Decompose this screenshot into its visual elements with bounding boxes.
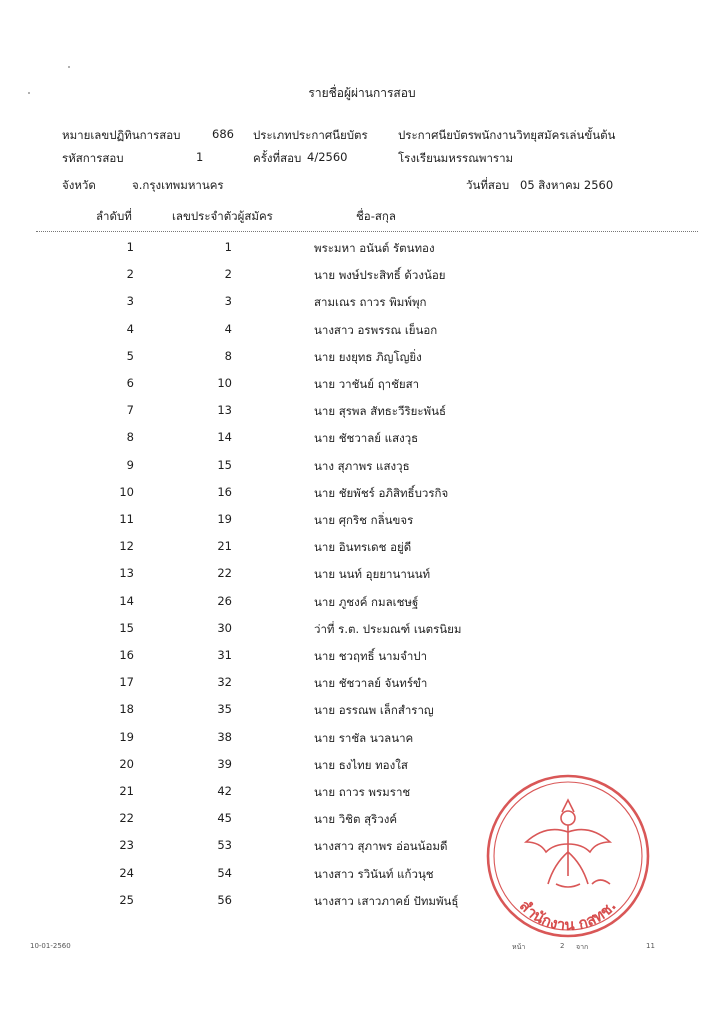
certificate-type-value: ประกาศนียบัตรพนักงานวิทยุสมัครเล่นขั้นต้น bbox=[398, 128, 616, 142]
row-name: นาย ภูชงค์ กมลเชษฐ์ bbox=[314, 594, 419, 609]
row-applicant-number: 26 bbox=[217, 593, 232, 608]
row-order: 7 bbox=[126, 403, 134, 418]
row-applicant-number: 21 bbox=[217, 539, 232, 554]
exam-round-label: ครั้งที่สอบ bbox=[253, 151, 302, 165]
table-row bbox=[0, 240, 724, 267]
row-name: นาย ศุกริช กลิ่นขจร bbox=[314, 513, 414, 527]
row-applicant-number: 14 bbox=[217, 430, 232, 445]
row-applicant-number: 22 bbox=[217, 566, 232, 581]
row-order: 22 bbox=[119, 811, 134, 826]
province-label: จังหวัด bbox=[62, 178, 96, 192]
document-title: รายชื่อผู้ผ่านการสอบ bbox=[308, 86, 416, 100]
row-applicant-number: 45 bbox=[217, 811, 232, 826]
row-order: 1 bbox=[126, 240, 134, 254]
row-applicant-number: 30 bbox=[217, 620, 232, 635]
row-name: นาย พงษ์ประสิทธิ์ ด้วงน้อย bbox=[314, 268, 446, 283]
header-divider bbox=[36, 231, 698, 232]
table-row bbox=[0, 485, 724, 512]
row-order: 3 bbox=[126, 294, 134, 309]
column-header-applicant-number: เลขประจำตัวผู้สมัคร bbox=[172, 209, 273, 223]
row-applicant-number: 10 bbox=[217, 376, 232, 390]
table-row bbox=[0, 430, 724, 457]
row-applicant-number: 4 bbox=[224, 321, 232, 336]
table-row bbox=[0, 702, 724, 729]
row-name: นาย ชวฤทธิ์ นามจำปา bbox=[314, 649, 428, 663]
exam-round-value: 4/2560 bbox=[307, 150, 348, 164]
exam-code-label: รหัสการสอบ bbox=[62, 151, 124, 165]
row-applicant-number: 54 bbox=[217, 865, 232, 880]
row-name: นาย ธงไทย ทองใส bbox=[314, 757, 408, 772]
row-name: นาย ชัชวาลย์ จันทร์ขำ bbox=[314, 676, 428, 691]
row-name: ว่าที่ ร.ต. ประมณฑ์ เนตรนิยม bbox=[314, 621, 462, 636]
row-applicant-number: 2 bbox=[224, 267, 232, 282]
table-row bbox=[0, 267, 724, 294]
row-applicant-number: 56 bbox=[217, 892, 232, 907]
province-value: จ.กรุงเทพมหานคร bbox=[132, 178, 224, 192]
row-applicant-number: 31 bbox=[217, 648, 232, 662]
row-order: 13 bbox=[119, 566, 134, 581]
row-name: สามเณร ถาวร พิมพ์พุก bbox=[314, 295, 427, 310]
garuda-emblem-icon bbox=[526, 800, 610, 887]
row-name: นางสาว สุภาพร อ่อนน้อมดี bbox=[314, 839, 448, 854]
table-row bbox=[0, 621, 724, 648]
official-stamp bbox=[484, 772, 652, 940]
row-applicant-number: 19 bbox=[217, 512, 232, 526]
print-date: 10-01-2560 bbox=[30, 942, 71, 950]
row-order: 5 bbox=[126, 348, 134, 363]
exam-date-label: วันที่สอบ bbox=[466, 178, 510, 192]
table-row bbox=[0, 376, 724, 403]
column-header-name: ชื่อ-สกุล bbox=[356, 209, 396, 223]
table-row bbox=[0, 458, 724, 485]
row-order: 24 bbox=[119, 865, 134, 880]
row-applicant-number: 16 bbox=[217, 484, 232, 499]
row-applicant-number: 35 bbox=[217, 702, 232, 717]
row-order: 10 bbox=[119, 484, 134, 499]
row-order: 16 bbox=[119, 648, 134, 662]
exam-number-label: หมายเลขปฏิทินการสอบ bbox=[62, 128, 181, 142]
table-row bbox=[0, 322, 724, 349]
row-applicant-number: 38 bbox=[217, 729, 232, 744]
table-row bbox=[0, 675, 724, 702]
row-applicant-number: 13 bbox=[217, 403, 232, 418]
row-order: 15 bbox=[119, 620, 134, 635]
row-order: 12 bbox=[119, 539, 134, 554]
row-order: 18 bbox=[119, 702, 134, 717]
row-order: 21 bbox=[119, 784, 134, 798]
row-name: นาย อรรณพ เล็กสำราญ bbox=[314, 703, 434, 718]
row-order: 14 bbox=[119, 593, 134, 608]
row-applicant-number: 42 bbox=[217, 784, 232, 798]
table-row bbox=[0, 730, 724, 757]
row-order: 4 bbox=[126, 321, 134, 336]
row-name: นาย อินทรเดช อยู่ดี bbox=[314, 540, 412, 555]
row-order: 6 bbox=[126, 376, 134, 390]
row-order: 19 bbox=[119, 729, 134, 744]
row-name: นาย ชัยพัชร์ อภิสิทธิ์บวรกิจ bbox=[314, 485, 449, 500]
row-name: นาย นนท์ อุยยานานนท์ bbox=[314, 567, 431, 582]
row-applicant-number: 39 bbox=[217, 756, 232, 771]
row-applicant-number: 1 bbox=[224, 240, 232, 254]
exam-venue: โรงเรียนมหรรณพาราม bbox=[398, 151, 514, 165]
row-order: 20 bbox=[119, 756, 134, 771]
row-name: นางสาว รวินันท์ แก้วนุช bbox=[314, 866, 434, 881]
row-name: นาย สุรพล สัทธะวีริยะพันธ์ bbox=[314, 404, 446, 419]
row-applicant-number: 3 bbox=[224, 294, 232, 309]
row-order: 23 bbox=[119, 838, 134, 853]
scan-speck bbox=[68, 66, 70, 68]
table-row bbox=[0, 349, 724, 376]
row-name: นางสาว เสาวภาคย์ ปัทมพันธุ์ bbox=[314, 893, 459, 908]
exam-code-value: 1 bbox=[196, 150, 204, 164]
stamp-caption: สำนักงาน กสทช. bbox=[515, 896, 620, 935]
row-name: นาย วาชันย์ ฤาชัยสา bbox=[314, 377, 420, 391]
row-applicant-number: 32 bbox=[217, 675, 232, 690]
row-name: นาย วิชิต สุริวงค์ bbox=[314, 812, 398, 827]
page-number: 2 bbox=[560, 942, 565, 950]
total-pages: 11 bbox=[646, 942, 655, 950]
page-label: หน้า bbox=[512, 943, 526, 951]
certificate-type-label: ประเภทประกาศนียบัตร bbox=[253, 128, 368, 142]
row-name: นางสาว อรพรรณ เย็นอก bbox=[314, 322, 438, 337]
row-applicant-number: 8 bbox=[224, 348, 232, 363]
row-order: 2 bbox=[126, 267, 134, 282]
row-name: นาย ถาวร พรมราช bbox=[314, 785, 411, 799]
row-applicant-number: 15 bbox=[217, 457, 232, 472]
table-row bbox=[0, 512, 724, 539]
row-name: นาง สุภาพร แสงวุธ bbox=[314, 458, 410, 473]
column-header-order: ลำดับที่ bbox=[96, 209, 132, 223]
row-name: พระมหา อนันต์ รัตนทอง bbox=[314, 241, 435, 255]
exam-date-value: 05 สิงหาคม 2560 bbox=[520, 178, 614, 192]
table-row bbox=[0, 566, 724, 593]
row-order: 9 bbox=[126, 457, 134, 472]
table-row bbox=[0, 403, 724, 430]
row-order: 11 bbox=[119, 512, 134, 526]
row-applicant-number: 53 bbox=[217, 838, 232, 853]
exam-number-value: 686 bbox=[212, 127, 234, 141]
row-name: นาย ชัชวาลย์ แสงวุธ bbox=[314, 431, 419, 446]
row-order: 8 bbox=[126, 430, 134, 445]
row-name: นาย ยงยุทธ ภิญโญยิ่ง bbox=[314, 349, 422, 364]
table-row bbox=[0, 648, 724, 675]
table-row bbox=[0, 594, 724, 621]
row-order: 17 bbox=[119, 675, 134, 690]
row-name: นาย ราชัล นวลนาค bbox=[314, 730, 414, 745]
row-order: 25 bbox=[119, 892, 134, 907]
table-row bbox=[0, 294, 724, 321]
table-row bbox=[0, 539, 724, 566]
page-of-label: จาก bbox=[576, 943, 589, 951]
